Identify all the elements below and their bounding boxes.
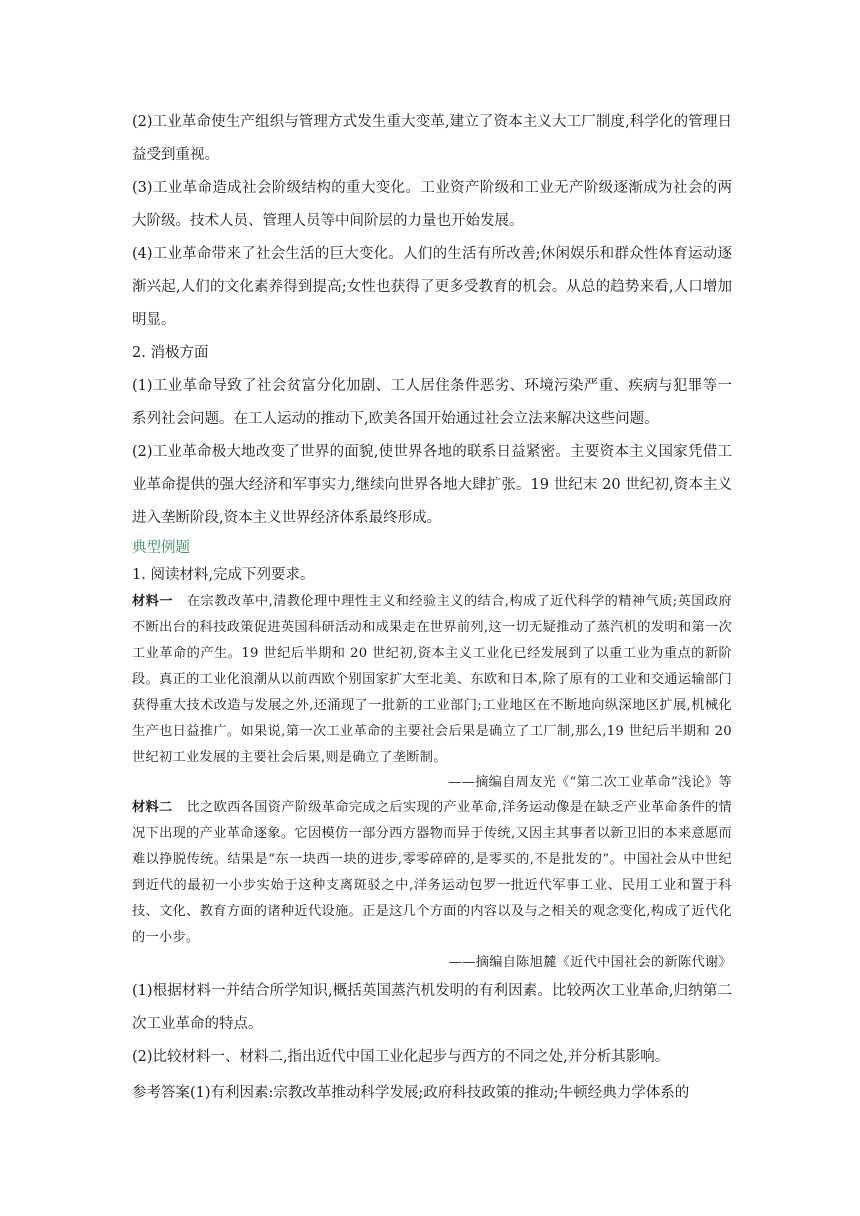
requirement-1: (1)根据材料一并结合所学知识,概括英国蒸汽机发明的有利因素。比较两次工业革命,归纳第二次工业革命的特点。 — [132, 983, 732, 1032]
requirement-2: (2)比较材料一、材料二,指出近代中国工业化起步与西方的不同之处,并分析其影响。 — [132, 1049, 670, 1065]
example-heading: 典型例题 — [132, 540, 190, 556]
positive-item-4: (4)工业革命带来了社会生活的巨大变化。人们的生活有所改善;休闲娱乐和群众性体育运动逐渐兴起,人们的文化素养得到提高;女性也获得了更多受教育的机会。从总的趋势来看,人口增加明显。 — [132, 246, 732, 328]
example-question: 1. 阅读材料,完成下列要求。 — [132, 567, 315, 583]
positive-item-2: (2)工业革命使生产组织与管理方式发生重大变革,建立了资本主义大工厂制度,科学化的管理日益受到重视。 — [132, 114, 732, 163]
reference-answer: 参考答案(1)有利因素:宗教改革推动科学发展;政府科技政策的推动;牛顿经典力学体系的 — [132, 1085, 690, 1101]
material-one-text: 在宗教改革中,清教伦理中理性主义和经验主义的结合,构成了近代科学的精神气质;英国政府不断出台的科技政策促进英国科研活动和成果走在世界前列,这一切无疑推动了蒸汽机的发明和第一次工业革命的产生。19 世纪后半期和 20 世纪初,资本主义工业化已经发展到了以重工业为重点的新阶段。真正的工业化浪潮从以前西欧个别国家扩大至北美、东欧和日本,除了原有的工业和交通运输部门获得重大技术改造与发展之外,还涌现了一批新的工业部门;工业地区在不断地向纵深地区扩展,机械化生产也日益推广。如果说,第一次工业革命的主要社会后果是确立了工厂制,那么,19 世纪后半期和 20 世纪初工业发展的主要社会后果,则是确立了垄断制。 — [132, 594, 732, 765]
material-two-source: ——摘编自陈旭麓《近代中国社会的新陈代谢》 — [448, 955, 732, 970]
material-one-label: 材料一 — [132, 594, 173, 609]
material-one — [132, 589, 732, 771]
document-page — [132, 106, 732, 1108]
material-two — [132, 795, 732, 951]
negative-item-1: (1)工业革命导致了社会贫富分化加剧、工人居住条件恶劣、环境污染严重、疾病与犯罪等一系列社会问题。在工人运动的推动下,欧美各国开始通过社会立法来解决这些问题。 — [132, 378, 732, 427]
material-two-label: 材料二 — [132, 800, 173, 815]
material-one-source: ——摘编自周友光《“第二次工业革命”浅论》等 — [448, 775, 732, 790]
negative-section-title: 2. 消极方面 — [132, 345, 209, 361]
negative-item-2: (2)工业革命极大地改变了世界的面貌,使世界各地的联系日益紧密。主要资本主义国家凭借工业革命提供的强大经济和军事实力,继续向世界各地大肆扩张。19 世纪末 20 世纪初,资本主义进入垄断阶段,资本主义世界经济体系最终形成。 — [132, 444, 732, 526]
positive-item-3: (3)工业革命造成社会阶级结构的重大变化。工业资产阶级和工业无产阶级逐渐成为社会的两大阶级。技术人员、管理人员等中间阶层的力量也开始发展。 — [132, 180, 732, 229]
material-two-text: 比之欧西各国资产阶级革命完成之后实现的产业革命,洋务运动像是在缺乏产业革命条件的情况下出现的产业革命逐象。它因模仿一部分西方器物而异于传统,又因主其事者以新卫旧的本来意愿而难以挣脱传统。结果是“东一块西一块的进步,零零碎碎的,是零买的,不是批发的”。中国社会从中世纪到近代的最初一小步实始于这种支离斑驳之中,洋务运动包罗一批近代军事工业、民用工业和置于科技、文化、教育方面的诸种近代设施。正是这几个方面的内容以及与之相关的观念变化,构成了近代化的一小步。 — [132, 800, 732, 945]
